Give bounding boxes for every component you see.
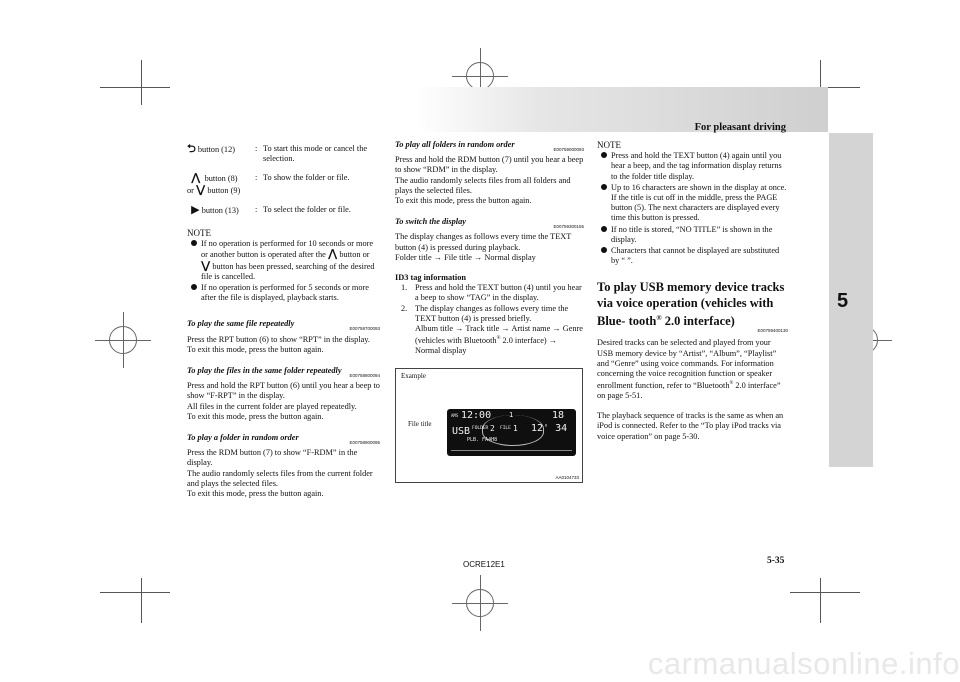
crop-mark (141, 578, 142, 623)
section-title: To play the same file repeatedly E00758700093 (187, 319, 380, 334)
note-heading: NOTE (187, 228, 211, 239)
section-line: Press and hold the RPT button (6) until you hear a beep to show “F-RPT” in the display. (187, 381, 380, 401)
lcd-file-no: 1 (513, 424, 518, 433)
chapter-number: 5 (837, 290, 849, 312)
column-right (597, 140, 788, 442)
return-arrow-icon: ⮌ (187, 142, 196, 155)
button-desc: To select the folder or file. (263, 204, 351, 214)
lcd-clock: 12:00 (461, 410, 492, 421)
crop-mark (100, 87, 170, 88)
lcd-name: PLB. FA4H8 (467, 437, 498, 443)
section-title: To play a folder in random order E00758900095 (187, 433, 380, 448)
button-desc: To start this mode or cancel the selection. (263, 144, 368, 164)
lcd-usb: USB (452, 426, 471, 437)
button-label: button (12) (197, 145, 235, 154)
crop-mark (820, 578, 821, 623)
registration-mark (95, 312, 151, 368)
section-line: All files in the current folder are played repeatedly. (187, 401, 357, 411)
button-label: button (9) (207, 185, 241, 195)
figure-code: AA0104733 (555, 475, 579, 480)
column-middle (395, 140, 584, 356)
id3-heading: ID3 tag information (395, 273, 466, 283)
button-label: button (13) (201, 205, 239, 215)
section-title: To play the files in the same folder repeatedly E00758800094 (187, 366, 380, 381)
crop-mark (790, 592, 860, 593)
usb-section-title: To play USB memory device tracks via voice operation (vehicles with Blue- tooth® 2.0 interface) (597, 280, 785, 329)
lcd-time: 12' 34 (531, 423, 568, 434)
example-label: Example (401, 372, 426, 380)
id3-sequence: Album title → Track title → Artist name → Genre (vehicles with Bluetooth® 2.0 interface) → Normal display (415, 324, 583, 356)
lcd-temp: 18 (552, 410, 565, 421)
section-line: The display changes as follows every time the TEXT button (4) is pressed during playback. (395, 232, 572, 252)
section-code: E00758800094 (349, 373, 380, 379)
section-line: To exit this mode, press the button again. (187, 344, 324, 354)
usb-paragraph: The playback sequence of tracks is the same as when an iPod is connected. Refer to the “To play iPod tracks via voice operation” on page 5-30. (597, 411, 784, 441)
section-line: To exit this mode, press the button again. (187, 489, 324, 499)
section-code: E00758700093 (349, 326, 380, 332)
page-number: 5-35 (767, 556, 785, 566)
play-right-icon: ▶ (191, 202, 200, 216)
page-header-title: For pleasant driving (694, 122, 786, 133)
id3-step: 1. Press and hold the TEXT button (4) until you hear a beep to show “TAG” in the display. (401, 283, 582, 303)
bullet-icon (601, 184, 607, 190)
bullet-icon (601, 152, 607, 158)
button-desc: To show the folder or file. (263, 173, 350, 183)
note-item: If no operation is performed for 10 seconds or more or another button is operated after the ⋀ button or ⋁ button has been pressed, searching of the desired file is cancelled. (187, 239, 380, 282)
lcd-track-no: 1 (509, 411, 514, 419)
folder-up-icon: ⋀ (191, 171, 201, 185)
note-item: If no title is stored, “NO TITLE” is shown in the display. (597, 225, 788, 245)
lcd-folder-no: 2 (490, 424, 495, 433)
section-code: E00759000093 (553, 147, 584, 152)
column-left (187, 144, 380, 499)
note-item: Press and hold the TEXT button (4) again until you hear a beep, and the tag information display returns to the folder title display. (597, 151, 788, 182)
bullet-icon (191, 240, 197, 246)
note-item: If no operation is performed for 5 seconds or more after the file is displayed, playback starts. (187, 283, 380, 303)
section-line: Press the RDM button (7) to show “F-RDM” in the display. (187, 448, 358, 468)
button-row: ▶ button (13) : To select the folder or file. (187, 205, 380, 216)
lcd-divider (451, 450, 572, 451)
id3-step: 2. The display changes as follows every time the TEXT button (4) is pressed briefly. (401, 303, 569, 323)
crop-mark (100, 592, 170, 593)
bullet-icon (601, 226, 607, 232)
section-title: To play all folders in random order E00759000093 (395, 140, 584, 155)
section-code: E00758900095 (349, 440, 380, 446)
file-title-label: File title (408, 420, 432, 428)
folder-up-icon: ⋀ (327, 247, 338, 261)
chapter-tab (829, 133, 873, 467)
folder-down-icon: ⋁ (196, 182, 206, 196)
section-line: Folder title → File title → Normal display (395, 252, 536, 262)
button-label-or: or (187, 185, 194, 195)
section-code: E00759300155 (553, 224, 584, 230)
folder-down-icon: ⋁ (201, 258, 211, 272)
section-title: To switch the display E00759300155 (395, 217, 584, 232)
lcd-ams: AMS (451, 413, 459, 418)
note-heading: NOTE (597, 140, 621, 150)
registration-mark (452, 575, 508, 631)
note-item: Up to 16 characters are shown in the display at once. If the title is cut off in the middle, press the PAGE button (5). The next characters are displayed every time this button is pressed. (597, 183, 788, 224)
button-label: button (8) (204, 174, 238, 184)
section-line: To exit this mode, press the button again. (395, 196, 532, 206)
button-row: ⮌ button (12) : To start this mode or cancel the selection. (187, 144, 380, 164)
bullet-icon (601, 247, 607, 253)
lcd-display (447, 409, 576, 456)
button-row: ⋀ button (8) or ⋁ button (9) : To show the folder or file. (187, 173, 380, 195)
section-line: Press the RPT button (6) to show “RPT” in the display. (187, 334, 370, 344)
section-line: To exit this mode, press the button again. (187, 411, 324, 421)
usb-paragraph: Desired tracks can be selected and played from your USB memory device by “Artist”, “Album”, “Playlist” and “Genre” using voice commands. For information concerning the voice recognition function or speaker enrollment function, refer to “Bluetooth® 2.0 interface” on page 5-51. (597, 338, 781, 401)
section-line: Press and hold the RDM button (7) until you hear a beep to show “RDM” in the display. (395, 155, 584, 175)
lcd-file: FILE (500, 426, 511, 431)
watermark: carmanualsonline.info (647, 646, 960, 681)
section-line: The audio randomly selects files from the current folder and plays the selected files. (187, 468, 373, 488)
note-item: Characters that cannot be displayed are substituted by “ ”. (597, 246, 788, 266)
crop-mark (141, 60, 142, 105)
example-figure (395, 368, 583, 483)
section-line: The audio randomly selects files from all folders and plays the selected files. (395, 175, 571, 195)
footer-code: OCRE12E1 (463, 560, 505, 569)
section-code: E00759400130 (757, 328, 788, 334)
lcd-folder: FOLDER (472, 426, 489, 431)
bullet-icon (191, 284, 197, 290)
